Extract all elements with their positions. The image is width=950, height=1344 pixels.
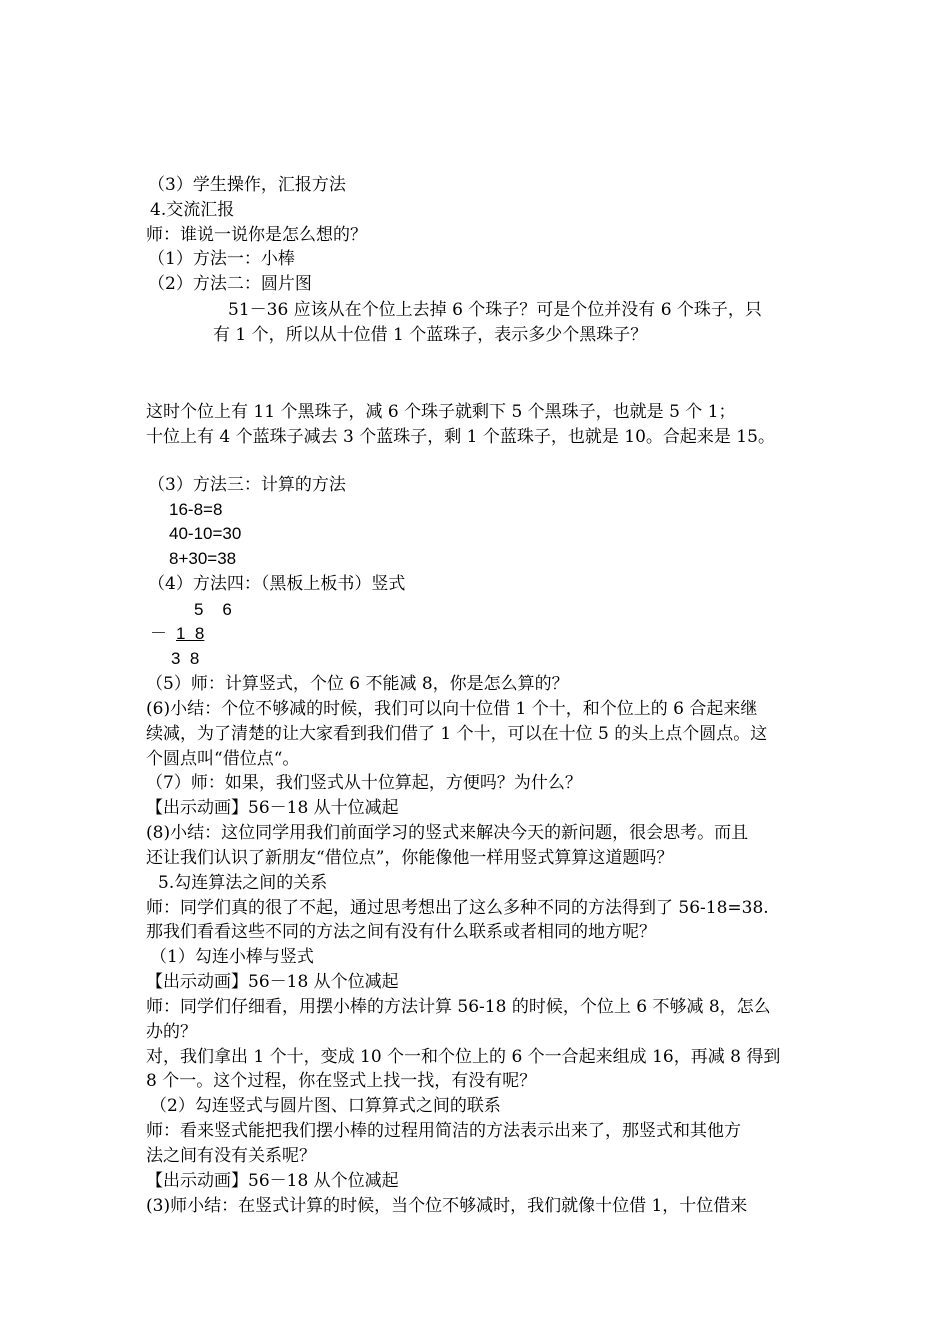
line-step8-a: (8)小结：这位同学用我们前面学习的竖式来解决今天的新问题，很会思考。而且 — [146, 823, 749, 843]
line-step6-c: 个圆点叫“借位点“。 — [146, 749, 300, 769]
line-step7: （7）师：如果，我们竖式从十位算起，方便吗？为什么？ — [146, 773, 582, 793]
line-step6-b: 续减，为了清楚的让大家看到我们借了 1 个十，可以在十位 5 的头上点个圆点。这 — [146, 724, 768, 744]
vertical-minuend: 5 6 — [194, 600, 232, 619]
line-teacher-praise-a: 师：同学们真的很了不起，通过思考想出了这么多种不同的方法得到了 56-18=38. — [146, 898, 769, 918]
line-teacher-ask: 师：谁说一说你是怎么想的？ — [146, 225, 367, 245]
line-method-four: （4）方法四：（黑板上板书）竖式 — [148, 574, 406, 594]
calc-line-3: 8+30=38 — [169, 549, 237, 568]
line-animation-3: 【出示动画】56－18 从个位减起 — [146, 1171, 399, 1191]
line-teacher-look-b: 办的？ — [146, 1022, 197, 1042]
line-ones-place: 这时个位上有 11 个黑珠子，减 6 个珠子就剩下 5 个黑珠子，也就是 5 个 1； — [146, 402, 736, 422]
vertical-result: 3 8 — [171, 649, 200, 668]
calc-line-2: 40-10=30 — [169, 524, 242, 543]
line-exchange-report: 4.交流汇报 — [150, 200, 235, 220]
line-answer-b: 8 个一。这个过程，你在竖式上找一找，有没有呢？ — [146, 1071, 537, 1091]
line-beads-2: 有 1 个，所以从十位借 1 个蓝珠子，表示多少个黑珠子？ — [213, 325, 648, 345]
line-link-sticks: （1）勾连小棒与竖式 — [150, 947, 314, 967]
line-step3-operate: （3）学生操作，汇报方法 — [148, 175, 346, 195]
line-method-three: （3）方法三：计算的方法 — [148, 475, 346, 495]
line-teacher-concise-b: 法之间有没有关系呢？ — [146, 1146, 316, 1166]
line-teacher-summary: (3)师小结：在竖式计算的时候，当个位不够减时，我们就像十位借 1，十位借来 — [146, 1196, 748, 1216]
vertical-minus-sign: － — [150, 624, 167, 644]
line-section5: 5.勾连算法之间的关系 — [158, 873, 328, 893]
line-animation-1: 【出示动画】56－18 从十位减起 — [146, 798, 399, 818]
line-teacher-praise-b: 那我们看看这些不同的方法之间有没有什么联系或者相同的地方呢？ — [146, 922, 656, 942]
line-step6-a: (6)小结：个位不够减的时候，我们可以向十位借 1 个十，和个位上的 6 合起来继 — [146, 699, 758, 719]
calc-line-1: 16-8=8 — [169, 500, 223, 519]
line-answer-a: 对，我们拿出 1 个十，变成 10 个一和个位上的 6 个一合起来组成 16，再减 8 得到 — [146, 1047, 781, 1067]
line-teacher-concise-a: 师：看来竖式能把我们摆小棒的过程用简洁的方法表示出来了，那竖式和其他方 — [146, 1121, 741, 1141]
line-step5: （5）师：计算竖式，个位 6 不能减 8，你是怎么算的？ — [146, 674, 569, 694]
line-method-one: （1）方法一：小棒 — [148, 249, 295, 269]
line-animation-2: 【出示动画】56－18 从个位减起 — [146, 972, 399, 992]
line-tens-place: 十位上有 4 个蓝珠子减去 3 个蓝珠子，剩 1 个蓝珠子，也就是 10。合起来是 15。 — [146, 427, 775, 447]
vertical-subtrahend: 1 8 — [176, 624, 205, 643]
line-link-vertical: （2）勾连竖式与圆片图、口算算式之间的联系 — [150, 1096, 501, 1116]
line-step8-b: 还让我们认识了新朋友“借位点”，你能像他一样用竖式算算这道题吗？ — [146, 848, 674, 868]
line-method-two: （2）方法二：圆片图 — [148, 274, 312, 294]
line-teacher-look-a: 师：同学们仔细看，用摆小棒的方法计算 56-18 的时候，个位上 6 不够减 8，怎么 — [146, 997, 771, 1017]
line-beads-1: 51－36 应该从在个位上去掉 6 个珠子？可是个位并没有 6 个珠子，只 — [228, 300, 762, 320]
